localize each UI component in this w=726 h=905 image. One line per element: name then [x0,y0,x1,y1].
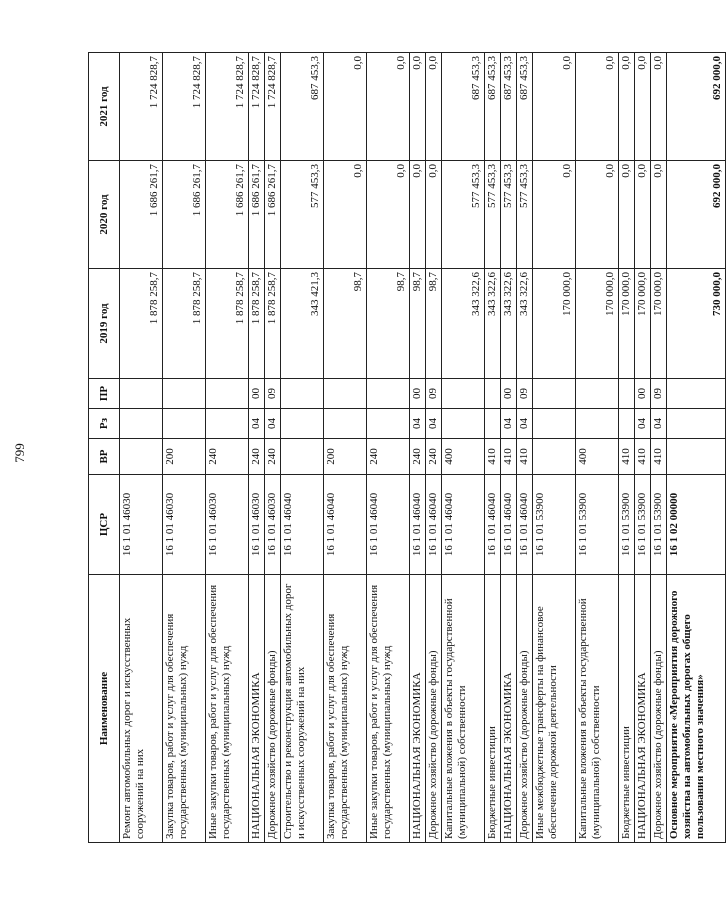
cell-2021: 0,0 [651,53,667,161]
table-row [485,53,501,843]
cell-name: Иные закупки товаров, работ и услуг для обеспечения государственных (муниципальных) нужд [367,575,410,843]
cell-name: НАЦИОНАЛЬНАЯ ЭКОНОМИКА [249,575,265,843]
cell-vr: 410 [517,439,533,475]
cell-2021: 0,0 [426,53,442,161]
cell-vr: 410 [651,439,667,475]
cell-2020: 0,0 [651,161,667,269]
cell-csr: 16 1 01 53900 [635,475,651,575]
cell-2020: 0,0 [576,161,619,269]
cell-2021: 687 453,3 [281,53,324,161]
cell-rz: 04 [651,409,667,439]
table-row [367,53,410,843]
cell-pr: 09 [517,379,533,409]
cell-vr: 200 [163,439,206,475]
cell-2021: 0,0 [619,53,635,161]
cell-2019: 1 878 258,7 [206,269,249,379]
cell-name: Закупка товаров, работ и услуг для обеспечения государственных (муниципальных) нужд [163,575,206,843]
budget-table [88,52,726,843]
cell-2019: 1 878 258,7 [265,269,281,379]
cell-2019: 98,7 [324,269,367,379]
rotated-table-container [88,53,723,843]
header-2019: 2019 год [89,269,120,379]
cell-rz [533,409,576,439]
cell-2020: 1 686 261,7 [265,161,281,269]
cell-pr: 09 [265,379,281,409]
table-row [281,53,324,843]
table-row [667,53,726,843]
page-number: 799 [11,443,27,463]
cell-name: Дорожное хозяйство (дорожные фонды) [426,575,442,843]
cell-2021: 687 453,3 [517,53,533,161]
cell-2020: 0,0 [635,161,651,269]
table-row [533,53,576,843]
cell-csr: 16 1 01 46040 [442,475,485,575]
cell-rz: 04 [249,409,265,439]
cell-vr: 240 [265,439,281,475]
cell-csr: 16 1 01 46030 [249,475,265,575]
cell-name: Закупка товаров, работ и услуг для обеспечения государственных (муниципальных) нужд [324,575,367,843]
cell-name: Капитальные вложения в объекты государственной (муниципальной) собственности [576,575,619,843]
cell-2021: 1 724 828,7 [265,53,281,161]
cell-pr [163,379,206,409]
cell-pr [442,379,485,409]
cell-2021: 0,0 [367,53,410,161]
cell-pr: 00 [410,379,426,409]
cell-2020: 1 686 261,7 [206,161,249,269]
cell-rz [206,409,249,439]
cell-2019: 343 322,6 [517,269,533,379]
cell-2020: 1 686 261,7 [163,161,206,269]
table-row [249,53,265,843]
cell-csr: 16 1 01 46040 [367,475,410,575]
cell-2020: 577 453,3 [501,161,517,269]
cell-name: Ремонт автомобильных дорог и искусственных сооружений на них [120,575,163,843]
cell-rz: 04 [501,409,517,439]
cell-rz [324,409,367,439]
cell-name: НАЦИОНАЛЬНАЯ ЭКОНОМИКА [501,575,517,843]
cell-name: Строительство и реконструкция автомобильных дорог и искусственных сооружений на них [281,575,324,843]
cell-2019: 170 000,0 [619,269,635,379]
table-row [410,53,426,843]
cell-rz: 04 [517,409,533,439]
cell-csr: 16 1 01 53900 [619,475,635,575]
cell-2021: 0,0 [410,53,426,161]
cell-rz [619,409,635,439]
cell-vr [120,439,163,475]
table-row [517,53,533,843]
cell-name: Основное мероприятие «Мероприятия дорожного хозяйства на автомобильных дорогах общего пользования местного значения» [667,575,726,843]
cell-pr: 09 [651,379,667,409]
table-row [619,53,635,843]
cell-2021: 0,0 [324,53,367,161]
cell-2019: 98,7 [410,269,426,379]
table-row [442,53,485,843]
cell-2021: 1 724 828,7 [249,53,265,161]
cell-2021: 0,0 [635,53,651,161]
cell-2019: 1 878 258,7 [163,269,206,379]
cell-csr: 16 1 01 46040 [410,475,426,575]
cell-csr: 16 1 01 53900 [533,475,576,575]
cell-2019: 170 000,0 [533,269,576,379]
cell-vr [533,439,576,475]
cell-rz [485,409,501,439]
cell-pr [206,379,249,409]
cell-vr: 240 [367,439,410,475]
cell-vr: 410 [619,439,635,475]
cell-pr [485,379,501,409]
cell-2021: 0,0 [533,53,576,161]
cell-rz [442,409,485,439]
table-header-row [89,53,120,843]
cell-csr: 16 1 01 46040 [281,475,324,575]
cell-csr: 16 1 01 46040 [517,475,533,575]
cell-vr: 200 [324,439,367,475]
cell-csr: 16 1 01 46030 [163,475,206,575]
cell-vr: 410 [501,439,517,475]
cell-rz [281,409,324,439]
cell-2021: 1 724 828,7 [163,53,206,161]
header-2020: 2020 год [89,161,120,269]
cell-pr [367,379,410,409]
cell-csr: 16 1 01 46030 [206,475,249,575]
cell-2019: 170 000,0 [635,269,651,379]
cell-vr: 240 [206,439,249,475]
table-row [501,53,517,843]
cell-name: Дорожное хозяйство (дорожные фонды) [517,575,533,843]
cell-2021: 1 724 828,7 [120,53,163,161]
cell-2021: 692 000,0 [667,53,726,161]
table-row [651,53,667,843]
cell-2019: 170 000,0 [576,269,619,379]
cell-2020: 1 686 261,7 [249,161,265,269]
cell-vr: 240 [249,439,265,475]
cell-2020: 577 453,3 [485,161,501,269]
cell-csr: 16 1 01 46040 [501,475,517,575]
cell-2020: 0,0 [410,161,426,269]
cell-name: Бюджетные инвестиции [485,575,501,843]
cell-pr: 00 [501,379,517,409]
cell-2020: 577 453,3 [442,161,485,269]
table-row [576,53,619,843]
table-row [163,53,206,843]
cell-pr [667,379,726,409]
cell-name: Дорожное хозяйство (дорожные фонды) [651,575,667,843]
cell-rz: 04 [265,409,281,439]
cell-2020: 0,0 [533,161,576,269]
cell-rz [163,409,206,439]
cell-2020: 0,0 [619,161,635,269]
cell-name: Иные межбюджетные трансферты на финансовое обеспечение дорожной деятельности [533,575,576,843]
header-rz: Рз [89,409,120,439]
cell-pr [120,379,163,409]
cell-2020: 577 453,3 [517,161,533,269]
table-row [635,53,651,843]
cell-2019: 730 000,0 [667,269,726,379]
cell-pr [576,379,619,409]
cell-csr: 16 1 01 46040 [485,475,501,575]
cell-name: НАЦИОНАЛЬНАЯ ЭКОНОМИКА [410,575,426,843]
cell-name: Иные закупки товаров, работ и услуг для обеспечения государственных (муниципальных) нужд [206,575,249,843]
cell-pr: 00 [249,379,265,409]
cell-2019: 343 322,6 [485,269,501,379]
table-row [265,53,281,843]
cell-csr: 16 1 01 46030 [265,475,281,575]
header-csr: ЦСР [89,475,120,575]
cell-vr [667,439,726,475]
cell-2020: 577 453,3 [281,161,324,269]
cell-2019: 170 000,0 [651,269,667,379]
cell-2019: 1 878 258,7 [249,269,265,379]
cell-rz: 04 [410,409,426,439]
cell-2020: 0,0 [324,161,367,269]
cell-name: Дорожное хозяйство (дорожные фонды) [265,575,281,843]
cell-rz [576,409,619,439]
cell-csr: 16 1 01 46040 [426,475,442,575]
cell-csr: 16 1 01 53900 [576,475,619,575]
cell-2021: 687 453,3 [485,53,501,161]
header-pr: ПР [89,379,120,409]
cell-rz: 04 [635,409,651,439]
cell-2020: 0,0 [367,161,410,269]
cell-pr: 09 [426,379,442,409]
cell-pr [619,379,635,409]
table-row [324,53,367,843]
cell-2020: 1 686 261,7 [120,161,163,269]
cell-2019: 343 322,6 [442,269,485,379]
cell-2020: 692 000,0 [667,161,726,269]
cell-rz: 04 [426,409,442,439]
cell-name: Капитальные вложения в объекты государственной (муниципальной) собственности [442,575,485,843]
cell-pr: 00 [635,379,651,409]
header-vr: ВР [89,439,120,475]
table-row [120,53,163,843]
cell-pr [281,379,324,409]
cell-2019: 98,7 [367,269,410,379]
cell-vr [281,439,324,475]
cell-pr [533,379,576,409]
cell-vr: 400 [442,439,485,475]
cell-2020: 0,0 [426,161,442,269]
cell-2019: 343 322,6 [501,269,517,379]
cell-vr: 410 [485,439,501,475]
cell-csr: 16 1 01 46030 [120,475,163,575]
cell-rz [367,409,410,439]
cell-name: НАЦИОНАЛЬНАЯ ЭКОНОМИКА [635,575,651,843]
cell-2019: 343 421,3 [281,269,324,379]
cell-rz [120,409,163,439]
cell-name: Бюджетные инвестиции [619,575,635,843]
cell-vr: 410 [635,439,651,475]
table-body [120,53,726,843]
header-name: Наименование [89,575,120,843]
cell-vr: 240 [426,439,442,475]
cell-2021: 0,0 [576,53,619,161]
cell-2019: 1 878 258,7 [120,269,163,379]
cell-pr [324,379,367,409]
cell-2021: 687 453,3 [501,53,517,161]
cell-rz [667,409,726,439]
table-row [426,53,442,843]
cell-vr: 400 [576,439,619,475]
cell-csr: 16 1 01 46040 [324,475,367,575]
cell-csr: 16 1 01 53900 [651,475,667,575]
cell-2019: 98,7 [426,269,442,379]
cell-2021: 687 453,3 [442,53,485,161]
cell-csr: 16 1 02 00000 [667,475,726,575]
table-row [206,53,249,843]
header-2021: 2021 год [89,53,120,161]
cell-vr: 240 [410,439,426,475]
cell-2021: 1 724 828,7 [206,53,249,161]
